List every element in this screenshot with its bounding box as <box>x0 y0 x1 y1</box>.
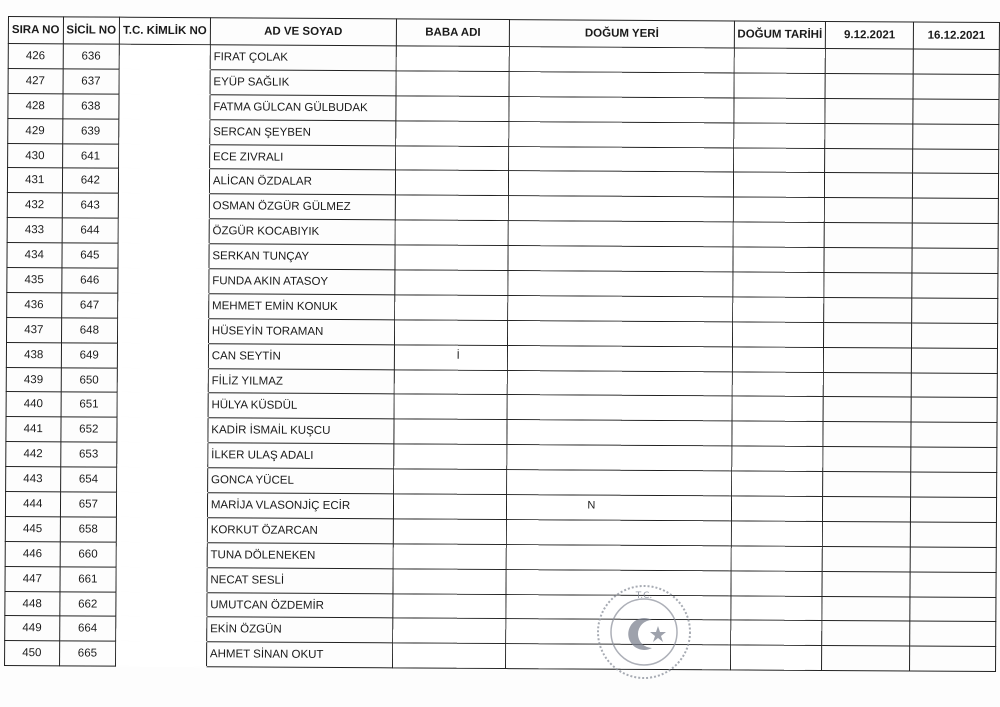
tc-kimlik-cell-redacted <box>116 617 207 642</box>
date-2-cell <box>910 646 996 671</box>
name-cell: EYÜP SAĞLIK <box>210 70 396 96</box>
dogum-yeri-cell-redacted <box>507 420 731 446</box>
dogum-yeri-cell-redacted <box>508 221 732 247</box>
date-1-cell <box>823 497 911 522</box>
date-2-cell <box>912 173 998 198</box>
dogum-yeri-fragment: N <box>587 499 596 512</box>
tc-kimlik-cell-redacted <box>116 542 207 567</box>
date-2-cell <box>912 248 998 273</box>
sicil-no-cell: 642 <box>62 168 119 193</box>
dogum-yeri-cell-redacted <box>507 395 731 421</box>
date-2-cell <box>913 149 999 174</box>
sira-no-cell: 438 <box>6 342 61 367</box>
dogum-tarihi-cell-redacted <box>733 98 825 123</box>
date-2-cell <box>913 99 999 124</box>
dogum-yeri-cell-redacted <box>508 271 732 297</box>
baba-adi-cell-redacted <box>396 71 510 97</box>
baba-adi-cell-redacted <box>393 569 507 595</box>
tc-kimlik-cell-redacted <box>117 418 208 443</box>
tc-kimlik-cell-redacted <box>117 393 208 418</box>
dogum-tarihi-cell-redacted <box>733 222 825 247</box>
sicil-no-cell: 641 <box>62 143 119 168</box>
dogum-yeri-cell-redacted <box>509 171 733 197</box>
dogum-tarihi-cell-redacted <box>732 322 824 347</box>
sicil-no-cell: 639 <box>62 119 119 144</box>
dogum-tarihi-cell-redacted <box>732 272 824 297</box>
name-cell: NECAT SESLİ <box>207 567 393 593</box>
dogum-tarihi-cell-redacted <box>731 521 823 546</box>
dogum-yeri-cell-redacted <box>509 96 733 122</box>
name-cell: SERKAN TUNÇAY <box>209 244 395 270</box>
name-cell: ECE ZIVRALI <box>209 144 395 170</box>
date-2-cell <box>912 198 998 223</box>
date-1-cell <box>824 322 912 347</box>
date-2-cell <box>911 472 997 497</box>
name-cell: HÜLYA KÜSDÜL <box>208 393 394 419</box>
date-2-cell <box>913 74 999 99</box>
tc-kimlik-cell-redacted <box>116 642 207 667</box>
dogum-tarihi-cell-redacted <box>733 172 825 197</box>
baba-adi-cell-redacted <box>395 220 509 246</box>
baba-adi-cell-redacted <box>394 320 508 346</box>
baba-adi-cell-redacted <box>395 145 509 171</box>
date-1-cell <box>822 646 910 671</box>
sicil-no-cell: 648 <box>61 318 118 343</box>
baba-adi-cell-redacted <box>393 469 507 495</box>
baba-adi-cell-redacted <box>394 394 508 420</box>
sira-no-cell: 450 <box>5 641 60 666</box>
header-baba-adi: BABA ADI <box>396 19 510 47</box>
date-1-cell <box>825 73 913 98</box>
dogum-yeri-cell-redacted <box>507 495 731 521</box>
name-cell: EKİN ÖZGÜN <box>207 617 393 643</box>
dogum-yeri-cell-redacted <box>509 196 733 222</box>
tc-kimlik-cell-redacted <box>118 293 209 318</box>
baba-adi-cell-redacted <box>394 295 508 321</box>
name-cell: UMUTCAN ÖZDEMİR <box>207 592 393 618</box>
sicil-no-cell: 649 <box>61 343 118 368</box>
date-2-cell <box>910 547 996 572</box>
date-1-cell <box>822 546 910 571</box>
sira-no-cell: 448 <box>5 591 60 616</box>
header-dogum-yeri: DOĞUM YERİ <box>510 20 734 48</box>
dogum-yeri-cell-redacted <box>508 295 732 321</box>
sicil-no-cell: 644 <box>62 218 119 243</box>
date-1-cell <box>823 472 911 497</box>
date-1-cell <box>825 98 913 123</box>
date-1-cell <box>824 347 912 372</box>
dogum-tarihi-cell-redacted <box>731 496 823 521</box>
date-1-cell <box>823 447 911 472</box>
sira-no-cell: 442 <box>6 442 61 467</box>
dogum-tarihi-cell-redacted <box>732 247 824 272</box>
sicil-no-cell: 654 <box>60 467 117 492</box>
tc-kimlik-cell-redacted <box>119 144 210 169</box>
date-2-cell <box>911 348 997 373</box>
sicil-no-cell: 658 <box>60 517 117 542</box>
dogum-tarihi-cell-redacted <box>732 396 824 421</box>
name-cell: TUNA DÖLENEKEN <box>207 543 393 569</box>
baba-adi-cell-redacted <box>396 46 510 72</box>
dogum-tarihi-cell-redacted <box>733 123 825 148</box>
header-date-1: 9.12.2021 <box>826 21 914 49</box>
sira-no-cell: 444 <box>5 492 60 517</box>
dogum-yeri-cell-redacted <box>508 345 732 371</box>
date-2-cell <box>912 273 998 298</box>
dogum-tarihi-cell-redacted <box>731 546 823 571</box>
date-1-cell <box>822 621 910 646</box>
dogum-tarihi-cell-redacted <box>730 571 822 596</box>
sira-no-cell: 434 <box>7 243 62 268</box>
sicil-no-cell: 662 <box>59 591 116 616</box>
date-1-cell <box>822 596 910 621</box>
tc-kimlik-cell-redacted <box>116 592 207 617</box>
dogum-tarihi-cell-redacted <box>731 471 823 496</box>
baba-adi-cell-redacted <box>394 419 508 445</box>
baba-adi-cell-redacted <box>393 544 507 570</box>
date-1-cell <box>824 297 912 322</box>
baba-adi-cell-redacted <box>393 519 507 545</box>
tc-kimlik-cell-redacted <box>117 492 208 517</box>
date-1-cell <box>823 372 911 397</box>
sira-no-cell: 441 <box>6 417 61 442</box>
dogum-yeri-cell-redacted <box>507 445 731 471</box>
date-2-cell <box>910 622 996 647</box>
sicil-no-cell: 647 <box>61 293 118 318</box>
header-sira-no: SIRA NO <box>8 17 63 44</box>
tc-kimlik-cell-redacted <box>118 243 209 268</box>
name-cell: KADİR İSMAİL KUŞCU <box>208 418 394 444</box>
sicil-no-cell: 636 <box>63 44 120 69</box>
sicil-no-cell: 665 <box>59 641 116 666</box>
baba-adi-cell-redacted <box>394 270 508 296</box>
sicil-no-cell: 646 <box>61 268 118 293</box>
name-cell: FIRAT ÇOLAK <box>210 45 396 71</box>
date-1-cell <box>822 571 910 596</box>
baba-adi-cell-redacted <box>395 170 509 196</box>
table-row <box>5 641 996 672</box>
baba-adi-fragment: İ <box>456 349 460 362</box>
header-dogum-tarihi: DOĞUM TARİHİ <box>734 21 826 49</box>
name-cell: FUNDA AKIN ATASOY <box>209 269 395 295</box>
dogum-tarihi-cell-redacted <box>730 645 822 670</box>
name-cell: HÜSEYİN TORAMAN <box>208 319 394 345</box>
name-cell: OSMAN ÖZGÜR GÜLMEZ <box>209 194 395 220</box>
sicil-no-cell: 660 <box>60 542 117 567</box>
sira-no-cell: 430 <box>8 143 63 168</box>
dogum-tarihi-cell-redacted <box>732 297 824 322</box>
header-tc-kimlik: T.C. KİMLİK NO <box>119 17 210 45</box>
sira-no-cell: 431 <box>7 168 62 193</box>
sira-no-cell: 449 <box>5 616 60 641</box>
dogum-tarihi-cell-redacted <box>731 446 823 471</box>
header-ad-soyad: AD VE SOYAD <box>210 18 396 46</box>
date-1-cell <box>824 223 912 248</box>
date-2-cell <box>910 572 996 597</box>
sira-no-cell: 437 <box>7 317 62 342</box>
sira-no-cell: 443 <box>6 467 61 492</box>
tc-kimlik-cell-redacted <box>119 69 210 94</box>
roster-body <box>5 44 1000 672</box>
sicil-no-cell: 638 <box>62 94 119 119</box>
dogum-yeri-cell-redacted <box>509 146 733 172</box>
tc-kimlik-cell-redacted <box>117 343 208 368</box>
sira-no-cell: 439 <box>6 367 61 392</box>
sicil-no-cell: 651 <box>61 392 118 417</box>
date-2-cell <box>913 124 999 149</box>
name-cell: ÖZGÜR KOCABIYIK <box>209 219 395 245</box>
tc-kimlik-cell-redacted <box>117 368 208 393</box>
name-cell: SERCAN ŞEYBEN <box>210 119 396 145</box>
name-cell: AHMET SİNAN OKUT <box>206 642 392 668</box>
sicil-no-cell: 645 <box>61 243 118 268</box>
name-cell: GONCA YÜCEL <box>207 468 393 494</box>
dogum-yeri-cell-redacted <box>509 71 733 97</box>
dogum-yeri-cell-redacted <box>507 519 731 545</box>
dogum-yeri-cell-redacted <box>509 121 733 147</box>
header-date-2: 16.12.2021 <box>913 22 999 50</box>
tc-kimlik-cell-redacted <box>119 119 210 144</box>
date-1-cell <box>825 148 913 173</box>
date-1-cell <box>823 397 911 422</box>
roster-table <box>4 16 1000 672</box>
sicil-no-cell: 664 <box>59 616 116 641</box>
dogum-tarihi-cell-redacted <box>734 48 826 73</box>
sicil-no-cell: 637 <box>63 69 120 94</box>
name-cell: FATMA GÜLCAN GÜLBUDAK <box>210 95 396 121</box>
sicil-no-cell: 657 <box>60 492 117 517</box>
date-2-cell <box>910 597 996 622</box>
name-cell: MARİJA VLASONJİÇ ECİR <box>207 493 393 519</box>
sira-no-cell: 446 <box>5 541 60 566</box>
tc-kimlik-cell-redacted <box>118 218 209 243</box>
date-2-cell <box>913 49 999 74</box>
name-cell: İLKER ULAŞ ADALI <box>208 443 394 469</box>
sira-no-cell: 427 <box>8 68 63 93</box>
date-2-cell <box>912 223 998 248</box>
date-1-cell <box>823 521 911 546</box>
tc-kimlik-cell-redacted <box>118 194 209 219</box>
tc-kimlik-cell-redacted <box>116 517 207 542</box>
name-cell: KORKUT ÖZARCAN <box>207 518 393 544</box>
sira-no-cell: 433 <box>7 218 62 243</box>
date-2-cell <box>911 373 997 398</box>
baba-adi-cell-redacted <box>396 96 510 122</box>
baba-adi-cell-redacted <box>393 444 507 470</box>
baba-adi-cell-redacted <box>393 593 507 619</box>
official-seal-stamp <box>594 582 694 682</box>
tc-kimlik-cell-redacted <box>119 44 210 69</box>
sira-no-cell: 440 <box>6 392 61 417</box>
dogum-tarihi-cell-redacted <box>733 147 825 172</box>
name-cell: MEHMET EMİN KONUK <box>208 294 394 320</box>
sicil-no-cell: 650 <box>61 367 118 392</box>
baba-adi-cell-redacted <box>395 121 509 147</box>
dogum-yeri-cell-redacted <box>507 544 731 570</box>
date-2-cell <box>912 323 998 348</box>
sira-no-cell: 429 <box>8 118 63 143</box>
dogum-yeri-cell-redacted <box>508 246 732 272</box>
baba-adi-cell-redacted <box>395 195 509 221</box>
sira-no-cell: 428 <box>8 93 63 118</box>
dogum-tarihi-cell-redacted <box>732 372 824 397</box>
date-2-cell <box>911 497 997 522</box>
sira-no-cell: 432 <box>7 193 62 218</box>
dogum-tarihi-cell-redacted <box>732 347 824 372</box>
dogum-yeri-cell-redacted <box>510 47 734 73</box>
dogum-tarihi-cell-redacted <box>734 73 826 98</box>
tc-kimlik-cell-redacted <box>117 442 208 467</box>
sicil-no-cell: 652 <box>60 417 117 442</box>
name-cell: ALİCAN ÖZDALAR <box>209 169 395 195</box>
date-1-cell <box>823 422 911 447</box>
date-1-cell <box>825 198 913 223</box>
baba-adi-cell-redacted <box>393 494 507 520</box>
date-1-cell <box>825 123 913 148</box>
dogum-tarihi-cell-redacted <box>731 421 823 446</box>
tc-kimlik-cell-redacted <box>119 94 210 119</box>
dogum-tarihi-cell-redacted <box>730 596 822 621</box>
date-1-cell <box>825 173 913 198</box>
tc-kimlik-cell-redacted <box>116 567 207 592</box>
baba-adi-cell-redacted <box>394 369 508 395</box>
svg-text:T.C.: T.C. <box>635 591 653 601</box>
date-2-cell <box>911 447 997 472</box>
date-2-cell <box>912 298 998 323</box>
sicil-no-cell: 661 <box>59 567 116 592</box>
baba-adi-cell-redacted <box>395 245 509 271</box>
date-2-cell <box>910 522 996 547</box>
sira-no-cell: 445 <box>5 516 60 541</box>
baba-adi-cell-redacted <box>394 345 508 371</box>
tc-kimlik-cell-redacted <box>118 268 209 293</box>
dogum-yeri-cell-redacted <box>507 470 731 496</box>
tc-kimlik-cell-redacted <box>119 169 210 194</box>
date-1-cell <box>824 248 912 273</box>
sira-no-cell: 435 <box>7 268 62 293</box>
sira-no-cell: 447 <box>5 566 60 591</box>
name-cell: FİLİZ YILMAZ <box>208 368 394 394</box>
sicil-no-cell: 643 <box>62 193 119 218</box>
dogum-tarihi-cell-redacted <box>730 620 822 645</box>
baba-adi-cell-redacted <box>392 618 506 644</box>
baba-adi-cell-redacted <box>392 643 506 669</box>
date-1-cell <box>825 48 913 73</box>
date-1-cell <box>824 273 912 298</box>
tc-kimlik-cell-redacted <box>118 318 209 343</box>
name-cell: CAN SEYTİN <box>208 343 394 369</box>
header-sicil-no: SİCİL NO <box>63 17 120 44</box>
date-2-cell <box>911 422 997 447</box>
sira-no-cell: 436 <box>7 292 62 317</box>
dogum-tarihi-cell-redacted <box>733 197 825 222</box>
date-2-cell <box>911 397 997 422</box>
sicil-no-cell: 653 <box>60 442 117 467</box>
dogum-yeri-cell-redacted <box>508 370 732 396</box>
dogum-yeri-cell-redacted <box>508 320 732 346</box>
sira-no-cell: 426 <box>8 44 63 69</box>
tc-kimlik-cell-redacted <box>117 467 208 492</box>
